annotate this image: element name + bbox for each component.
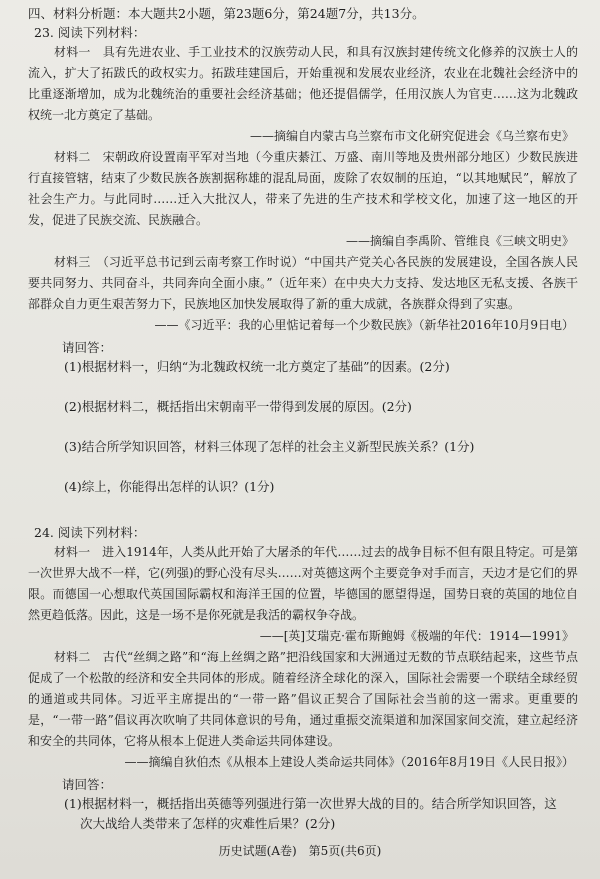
q23-ask: 请回答： [62, 340, 113, 355]
q23-title: 23. 阅读下列材料： [34, 25, 146, 40]
q24-source-2: ——摘编自狄伯杰《从根本上建设人类命运共同体》（2016年8月19日《人民日报》） [124, 755, 574, 769]
q24-title: 24. 阅读下列材料： [34, 525, 146, 540]
q23-source-1: ——摘编自内蒙古乌兰察布市文化研究促进会《乌兰察布史》 [249, 129, 574, 143]
q24-source-1: ——[英]艾瑞克·霍布斯鲍姆《极端的年代：1914—1991》 [259, 629, 574, 643]
q23-source-3: ——《习近平：我的心里惦记着每一个少数民族》（新华社2016年10月9日电） [154, 318, 574, 332]
q23-subquestion-3: (3)结合所学知识回答，材料三体现了怎样的社会主义新型民族关系？(1分) [64, 439, 475, 454]
page-footer: 历史试题(A卷) 第5页(共6页) [218, 844, 382, 858]
question-23 [28, 23, 578, 497]
question-24 [28, 523, 578, 834]
q23-subquestion-2: (2)根据材料二，概括指出宋朝南平一带得到发展的原因。(2分) [64, 399, 412, 414]
q23-subquestion-4: (4)综上，你能得出怎样的认识？(1分) [64, 479, 275, 494]
q23-material-1: 材料一 具有先进农业、手工业技术的汉族劳动人民，和具有汉族封建传统文化修养的汉族士人的流入，扩大了拓跋氏的政权实力。拓跋珪建国后，开始重视和发展农业经济，农业在北魏社会经济中的比重逐渐增加，成为北魏统治的重要社会经济基础；他还提倡儒学，任用汉族人为官吏……这为北魏政权统一北方奠定了基础。 [28, 45, 578, 122]
q24-subquestion-1-line-1: (1)根据材料一，概括指出英德等列强进行第一次世界大战的目的。结合所学知识回答，这 [64, 796, 557, 811]
q24-material-2: 材料二 古代“丝绸之路”和“海上丝绸之路”把沿线国家和大洲通过无数的节点联结起来，这些节点促成了一个松散的经济和安全共同体的形成。随着经济全球化的深入，国际社会需要一个联结全球经贸的通道或共同体。习近平主席提出的“一带一路”倡议正契合了国际社会当前的这一需求。更重要的是，“一带一路”倡议再次吹响了共同体意识的号角，通过重振交流渠道和加深国家间交流，建立起经济和安全的共同体，它将从根本上促进人类命运共同体建设。 [28, 650, 578, 748]
section-header: 四、材料分析题：本大题共2小题，第23题6分，第24题7分，共13分。 [28, 6, 425, 21]
q24-material-1: 材料一 进入1914年，人类从此开始了大屠杀的年代……过去的战争目标不但有限且特定。可是第一次世界大战不一样，它(列强)的野心没有尽头……对英德这两个主要竞争对手而言，天边才是它们的界限。而德国一心想取代英国国际霸权和海洋王国的位置，毕德国的愿望得逞，国势日衰的英国的地位自然更趋低落。因此，这是一场不是你死就是我活的霸权争夺战。 [28, 545, 578, 622]
q24-subquestion-1-line-2: 次大战给人类带来了怎样的灾难性后果？(2分) [80, 816, 336, 831]
q23-material-3: 材料三 （习近平总书记到云南考察工作时说）“中国共产党关心各民族的发展建设，全国各族人民要共同努力、共同奋斗，共同奔向全面小康。”（近年来）在中央大力支持、发达地区无私支援、各族干部群众自力更生艰苦努力下，民族地区加快发展取得了新的重大成就，各族群众得到了实惠。 [28, 255, 578, 311]
q24-ask: 请回答： [62, 777, 113, 792]
q23-material-2: 材料二 宋朝政府设置南平军对当地（今重庆綦江、万盛、南川等地及贵州部分地区）少数民族进行直接管辖，结束了少数民族各族割据称雄的混乱局面，废除了农奴制的压迫，“以其地赋民”，解放了社会生产力。与此同时……迁入大批汉人，带来了先进的生产技术和学校文化，加速了这一地区的开发，促进了民族交流、民族融合。 [28, 150, 578, 227]
q23-subquestion-1: (1)根据材料一，归纳“为北魏政权统一北方奠定了基础”的因素。(2分) [64, 359, 450, 374]
q23-source-2: ——摘编自李禹阶、管维良《三峡文明史》 [345, 234, 574, 248]
